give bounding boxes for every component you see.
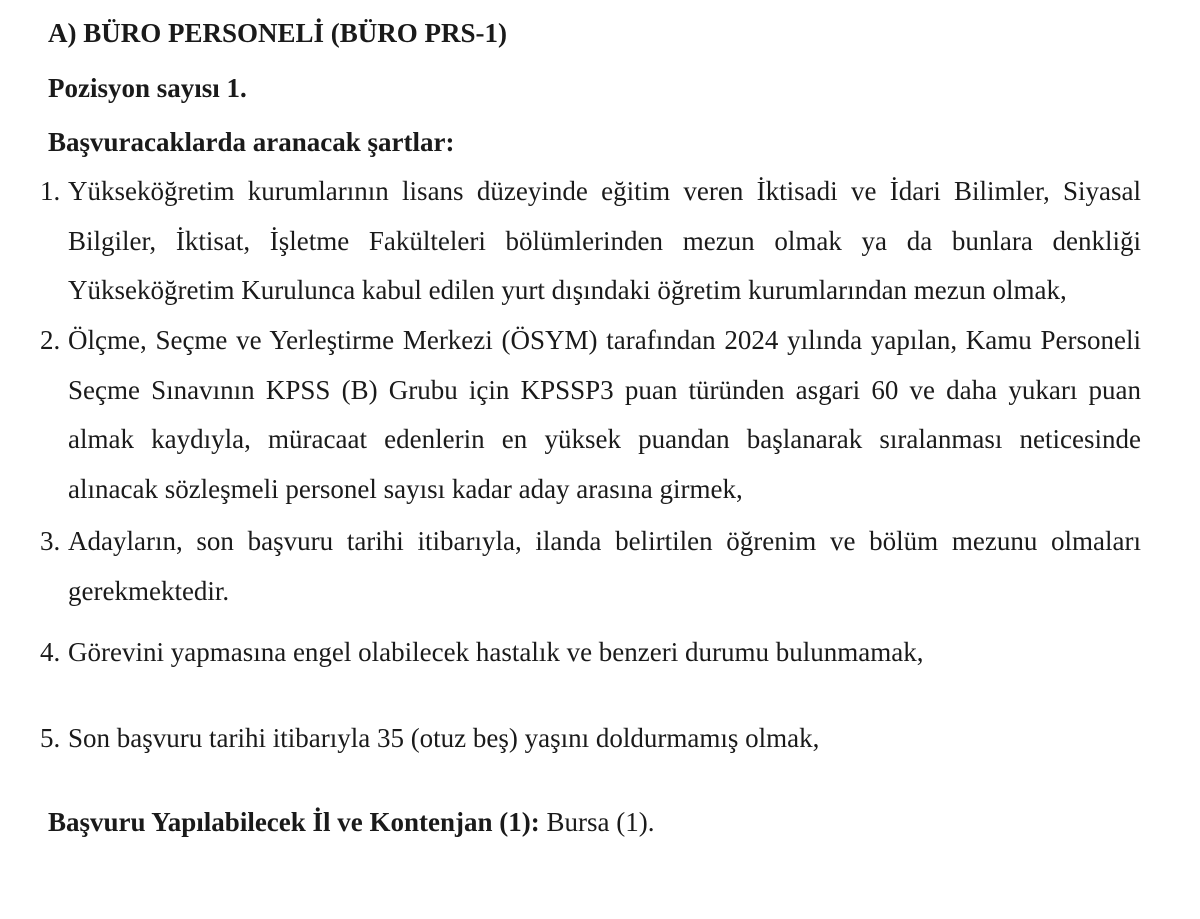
requirement-item-4 xyxy=(40,628,1141,678)
requirement-number: 2. xyxy=(40,325,61,355)
requirement-item-5 xyxy=(40,714,1141,764)
quota-label: Başvuru Yapılabilecek İl ve Kontenjan (1): xyxy=(48,807,540,837)
requirement-number: 3. xyxy=(40,526,61,556)
requirement-text: Görevini yapmasına engel olabilecek hastalık ve benzeri durumu bulunmamak, xyxy=(68,637,924,667)
requirement-text: Ölçme, Seçme ve Yerleştirme Merkezi (ÖSYM) tarafından 2024 yılında yapılan, Kamu Personeli Seçme Sınavının KPSS (B) Grubu için KPSSP3 puan türünden asgari 60 ve daha yukarı puan almak kaydıyla, müracaat edenlerin en yüksek puandan başlanarak sıralanması neticesinde alınacak sözleşmeli personel sayısı kadar aday arasına girmek, xyxy=(68,325,1141,504)
requirement-number: 5. xyxy=(40,723,61,753)
requirement-number: 4. xyxy=(40,637,61,667)
requirement-item-1 xyxy=(40,167,1141,316)
requirement-text: Adayların, son başvuru tarihi itibarıyla, ilanda belirtilen öğrenim ve bölüm mezunu olmaları gerekmektedir. xyxy=(68,526,1141,606)
requirement-item-3 xyxy=(40,517,1141,616)
requirement-number: 1. xyxy=(40,176,61,206)
position-count: Pozisyon sayısı 1. xyxy=(48,73,247,103)
requirement-text: Yükseköğretim kurumlarının lisans düzeyinde eğitim veren İktisadi ve İdari Bilimler, Siyasal Bilgiler, İktisat, İşletme Fakülteleri bölümlerinden mezun olmak ya da bunlara denkliği Yükseköğretim Kurulunca kabul edilen yurt dışındaki öğretim kurumlarından mezun olmak, xyxy=(68,176,1141,305)
section-title: A) BÜRO PERSONELİ (BÜRO PRS-1) xyxy=(48,18,508,48)
requirements-heading: Başvuracaklarda aranacak şartlar: xyxy=(48,127,455,157)
quota-line xyxy=(48,806,655,838)
requirement-item-2 xyxy=(40,316,1141,514)
quota-value: Bursa (1). xyxy=(539,807,655,837)
requirement-text: Son başvuru tarihi itibarıyla 35 (otuz beş) yaşını doldurmamış olmak, xyxy=(68,723,820,753)
